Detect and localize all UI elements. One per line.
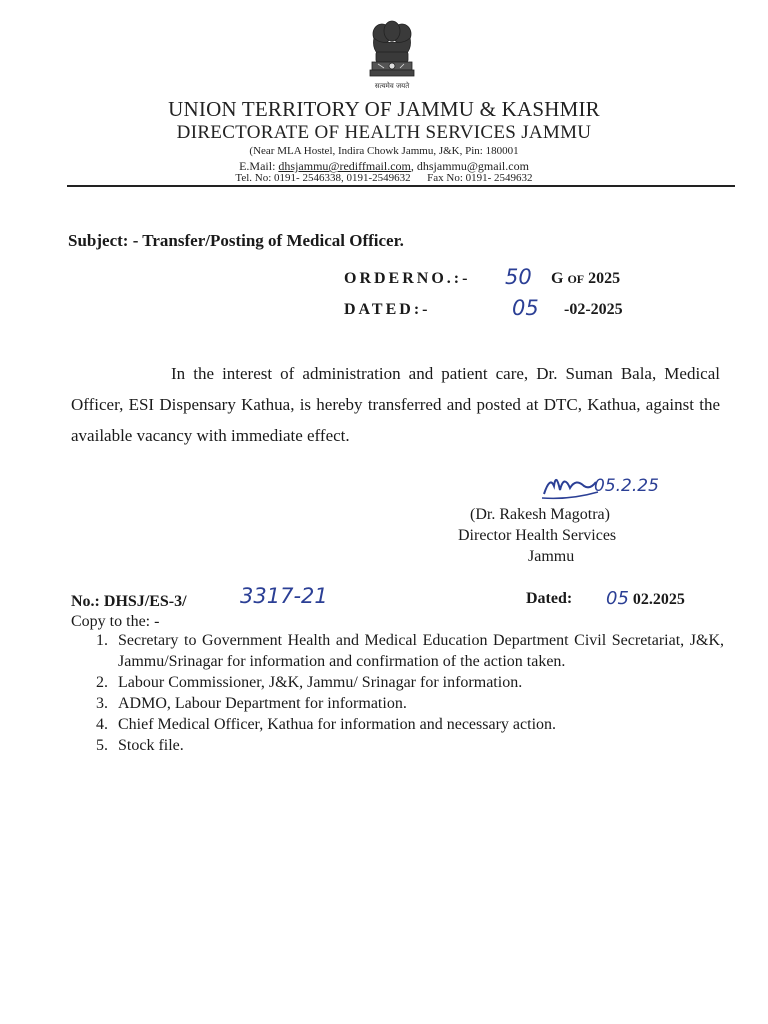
reference-dated-value <box>606 588 685 609</box>
signatory-place: Jammu <box>528 548 575 565</box>
email-label: E.Mail: <box>239 159 276 173</box>
order-date-handwritten: 05 <box>512 296 539 320</box>
signature-handwritten-date: 05.2.25 <box>594 476 659 496</box>
reference-dated-suffix: 02.2025 <box>632 591 685 608</box>
emblem-motto: सत्यमेव जयते <box>374 82 410 90</box>
list-item-text: Stock file. <box>118 737 184 754</box>
email-link-primary[interactable]: dhsjammu@rediffmail.com <box>278 159 411 173</box>
subject-line: Subject: - Transfer/Posting of Medical Officer. <box>68 231 404 250</box>
reference-number-handwritten: 3317-21 <box>240 584 328 608</box>
order-suffix-year: 2025 <box>588 270 621 287</box>
list-item-number: 2. <box>96 674 108 691</box>
reference-dated-label: Dated: <box>526 590 573 607</box>
list-item <box>96 672 724 693</box>
order-number-handwritten: 50 <box>505 265 532 289</box>
order-suffix-of: OF <box>567 272 585 286</box>
list-item-number: 4. <box>96 716 108 733</box>
letterhead-subtitle: DIRECTORATE OF HEALTH SERVICES JAMMU <box>176 122 592 143</box>
list-item <box>96 735 724 756</box>
list-item-number: 5. <box>96 737 108 754</box>
order-body-paragraph: In the interest of administration and patient care, Dr. Suman Bala, Medical Officer, ESI Dispensary Kathua, is hereby transferred and posted at DTC, Kathua, against the available vacancy with immediate effect. <box>71 364 720 445</box>
list-item-text: ADMO, Labour Department for information. <box>118 695 407 712</box>
order-date-label: DATED:- <box>344 301 431 318</box>
order-suffix-g: G <box>551 270 564 287</box>
state-emblem-icon <box>360 18 424 98</box>
email-secondary: , dhsjammu@gmail.com <box>410 159 529 173</box>
reference-number-label: No.: DHSJ/ES-3/ <box>71 593 187 610</box>
list-item-number: 3. <box>96 695 108 712</box>
letterhead-title: UNION TERRITORY OF JAMMU & KASHMIR <box>168 97 600 121</box>
reference-dated-handwritten: 05 <box>606 588 629 609</box>
list-item-number: 1. <box>96 632 108 649</box>
order-number-suffix <box>551 270 620 288</box>
list-item <box>96 714 724 735</box>
list-item-text: Labour Commissioner, J&K, Jammu/ Srinagar for information. <box>118 674 523 691</box>
list-item <box>96 693 724 714</box>
copy-to-label: Copy to the: - <box>71 613 160 630</box>
letterhead-phones: Tel. No: 0191- 2546338, 0191-2549632 Fax No: 0191- 2549632 <box>235 172 533 184</box>
signature-icon <box>540 464 600 509</box>
list-item-text: Chief Medical Officer, Kathua for information and necessary action. <box>118 716 557 733</box>
emblem-graphic <box>360 18 424 82</box>
letterhead-address: (Near MLA Hostel, Indira Chowk Jammu, J&K, Pin: 180001 <box>249 145 519 157</box>
order-date-suffix: -02-2025 <box>564 301 623 318</box>
list-item <box>96 630 724 672</box>
letterhead-divider <box>67 185 735 187</box>
copy-to-list <box>96 630 724 756</box>
order-number-label: ORDERNO.:- <box>344 270 471 287</box>
signatory-designation: Director Health Services <box>458 527 617 544</box>
signatory-name: (Dr. Rakesh Magotra) <box>470 506 610 523</box>
list-item-text: Secretary to Government Health and Medical Education Department Civil Secretariat, J&K, Jammu/Srinagar for information and confirmation of the action taken. <box>118 632 724 670</box>
